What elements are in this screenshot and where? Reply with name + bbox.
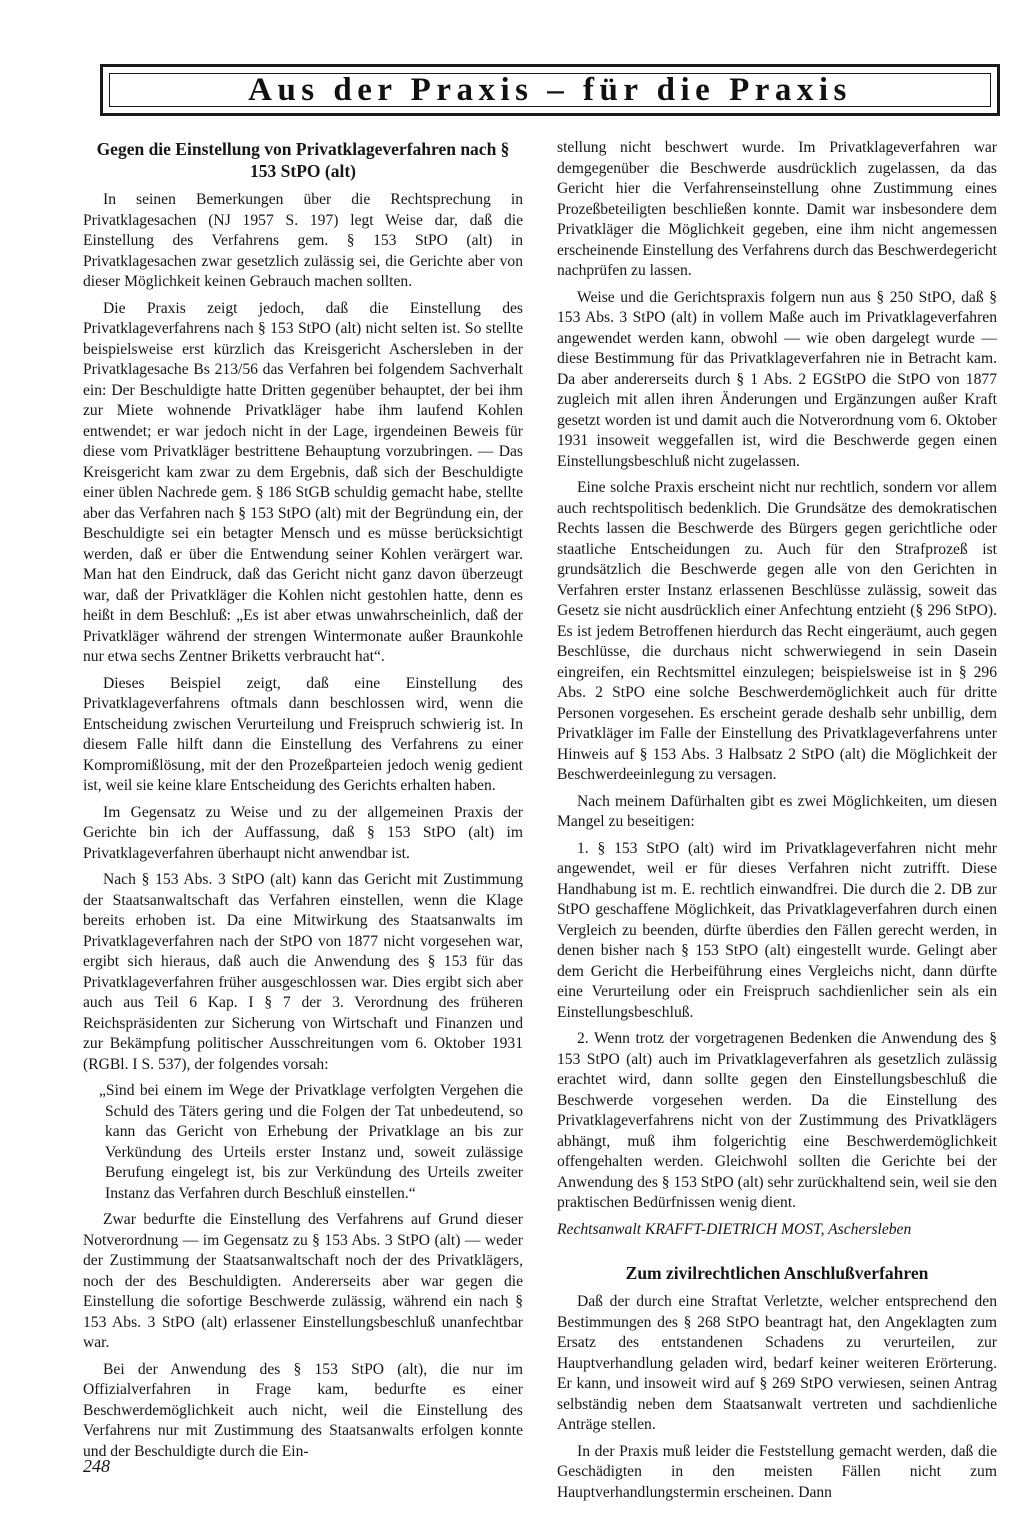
article-title: Gegen die Einstellung von Privatklageverfahren nach § 153 StPO (alt) [96,139,510,181]
paragraph: Weise und die Gerichtspraxis folgern nun aus § 250 StPO, daß § 153 Abs. 3 StPO (alt) in vollem Maße auch im Privatklageverfahren angewendet werden kann, obwohl — wie oben dargelegt wurde — diese Bestimmung für das Privatklageverfahren nie in Betracht kam. Da aber andererseits durch § 1 Abs. 2 EGStPO die StPO von 1877 zugleich mit allen ihren Änderungen und Ergänzungen außer Kraft gesetzt worden ist und damit auch die Notverordnung vom 6. Oktober 1931 insoweit weggefallen ist, wird die Beschwerde gegen einen Einstellungsbeschluß nicht zugelassen. [557,288,997,470]
section-header-inner-frame [109,73,991,107]
right-column [557,138,997,1509]
paragraph: Daß der durch eine Straftat Verletzte, welcher entsprechend den Bestimmungen des § 268 StPO beantragt hat, den Angeklagten zum Ersatz des entstandenen Schadens zu verurteilen, zur Hauptverhandlung geladen wird, bedarf keiner weiteren Erörterung. Er kann, und insoweit wird auf § 269 StPO verwiesen, seinen Antrag selbständig neben dem Staatsanwalt vertreten und sachdienliche Anträge stellen. [557,1293,997,1433]
paragraph: Im Gegensatz zu Weise und zu der allgemeinen Praxis der Gerichte bin ich der Auffassung, daß § 153 StPO (alt) im Privatklageverfahren überhaupt nicht anwendbar ist. [83,803,523,862]
paragraph: In der Praxis muß leider die Feststellung gemacht werden, daß die Geschädigten in den meisten Fällen nicht zum Hauptverhandlungstermin erscheinen. Dann [557,1442,997,1501]
paragraph: Eine solche Praxis erscheint nicht nur rechtlich, sondern vor allem auch rechtspolitisch bedenklich. Die Grundsätze des demokratischen Rechts lassen die Beschwerde des Bürgers gegen gerichtliche oder staatliche Entscheidungen zu. Auch für den Strafprozeß ist grundsätzlich die Beschwerde gegen alle von den Gerichten in Verfahren erster Instanz erlassenen Beschlüsse zulässig, soweit das Gesetz sie nicht ausdrücklich einer Anfechtung entzieht (§ 296 StPO). Es ist jedem Betroffenen hierdurch das Recht eingeräumt, auch gegen Beschlüsse, die durchaus nicht schwerwiegend in sein Dasein eingreifen, ein Rechtsmittel einzulegen; beispielsweise ist in § 296 Abs. 2 StPO eine solche Beschwerdemöglichkeit auch für dritte Personen vorgesehen. Es erscheint gerade deshalb sehr unbillig, dem Privatkläger im Falle der Einstellung des Privatklageverfahrens unter Hinweis auf § 153 Abs. 3 Halbsatz 2 StPO (alt) die Möglichkeit der Beschwerdeeinlegung zu versagen. [557,479,997,783]
page-number: 248 [83,1456,110,1476]
list-item: 1. § 153 StPO (alt) wird im Privatklageverfahren nicht mehr angewendet, weil er für dieses Verfahren nicht zutrifft. Diese Handhabung ist m. E. rechtlich einwandfrei. Die durch die 2. DB zur StPO geschaffene Möglichkeit, das Privatklageverfahren durch einen Vergleich zu beenden, dürfte überdies den Fällen gerecht werden, in denen bisher nach § 153 StPO (alt) eingestellt wurde. Gelingt aber dem Gericht die Herbeiführung eines Vergleichs nicht, dann dürfte eine Verurteilung oder ein Freispruch sachdienlicher sein als ein Einstellungsbeschluß. [557,839,997,1021]
list-item: 2. Wenn trotz der vorgetragenen Bedenken die Anwendung des § 153 StPO (alt) auch im Privatklageverfahren als gesetzlich zulässig erachtet wird, dann sollte gegen den Einstellungsbeschluß die Beschwerde vorgesehen werden. Da die Einstellung des Privatklageverfahrens nicht von der Zustimmung des Privatklägers abhängt, muß ihm folgerichtig eine Beschwerdemöglichkeit offengehalten werden. Gleichwohl sollten die Gerichte bei der Anwendung des § 153 StPO (alt) sehr zurückhaltend sein, weil sie den praktischen Bedürfnissen wenig dient. [557,1030,997,1211]
paragraph: Nach § 153 Abs. 3 StPO (alt) kann das Gericht mit Zustimmung der Staatsanwaltschaft das Verfahren einstellen, wenn die Klage bereits erhoben ist. Da eine Mitwirkung des Staatsanwalts im Privatklageverfahren nach der StPO von 1877 nicht vorgesehen war, ergibt sich hieraus, daß auch die Anwendung des § 153 für das Privatklageverfahren früher ausgeschlossen war. Dies ergibt sich aber auch aus Teil 6 Kap. I § 7 der 3. Verordnung des früheren Reichspräsidenten zur Sicherung von Wirtschaft und Finanzen und zur Bekämpfung politischer Ausschreitungen vom 6. Oktober 1931 (RGBl. I S. 537), der folgendes vorsah: [83,871,523,1073]
paragraph-continuation: stellung nicht beschwert wurde. Im Privatklageverfahren war demgegenüber die Beschwerde ausdrücklich zugelassen, da das Gericht hier die Verfahrenseinstellung ohne Zustimmung eines Prozeßbeteiligten beschließen konnte. Damit war insbesondere dem Privatkläger die Möglichkeit gegeben, eine ihm nicht angemessen erscheinende Einstellung des Verfahrens durch das Beschwerdegericht nachprüfen zu lassen. [557,139,997,279]
paragraph: Dieses Beispiel zeigt, daß eine Einstellung des Privatklageverfahrens oftmals dann beschlossen wird, wenn die Entscheidung zwischen Verurteilung und Freispruch schwierig ist. In diesem Falle hilft dann die Einstellung des Verfahrens zu einer Kompromißlösung, mit der den Prozeßparteien jedoch wenig gedient ist, weil sie keine klare Entscheidung des Gerichts erhalten haben. [83,674,523,794]
section-title: Aus der Praxis – für die Praxis [248,71,852,108]
paragraph: Die Praxis zeigt jedoch, daß die Einstellung des Privatklageverfahrens nach § 153 StPO (alt) nicht selten ist. So stellte beispielsweise erst kürzlich das Kreisgericht Aschersleben in der Privatklagesache Bs 213/56 das Verfahren bei folgendem Sachverhalt ein: Der Beschuldigte hatte Dritten gegenüber behauptet, der bei ihm zur Miete wohnende Privatkläger habe ihm laufend Kohlen entwendet; er war jedoch nicht in der Lage, irgendeinen Beweis für diese vom Privatkläger bestrittene Behauptung vorzubringen. — Das Kreisgericht kam zwar zu dem Ergebnis, daß sich der Beschuldigte einer üblen Nachrede gem. § 186 StGB schuldig gemacht habe, stellte aber das Verfahren nach § 153 StPO (alt) mit der Begründung ein, der Beschuldigte sei ein betagter Mensch und es müsse berücksichtigt werden, daß er über die Entwendung seiner Kohlen verärgert war. Man hat den Eindruck, daß das Gericht nicht ganz davon überzeugt war, daß der Privatkläger die Kohlen nicht gestohlen hatte, denn es heißt in dem Beschluß: „Es ist aber etwas unwahrscheinlich, daß der Privatkläger während der strengen Wintermonate außer Braunkohle nur etwa sechs Zentner Briketts verbraucht hat“. [83,299,523,665]
author-signature: Rechtsanwalt KRAFFT-DIETRICH MOST, Aschersleben [557,1220,912,1238]
left-column [83,138,523,1468]
paragraph: Zwar bedurfte die Einstellung des Verfahrens auf Grund dieser Notverordnung — im Gegensatz zu § 153 Abs. 3 StPO (alt) — weder der Zustimmung der Staatsanwaltschaft noch der des Privatklägers, noch der des Beschuldigten. Andererseits aber war gegen die Einstellung die sofortige Beschwerde zulässig, während ein nach § 153 Abs. 3 StPO (alt) erlassener Einstellungsbeschluß unanfechtbar war. [83,1211,523,1351]
paragraph: Nach meinem Dafürhalten gibt es zwei Möglichkeiten, um diesen Mangel zu beseitigen: [557,792,997,830]
paragraph: Bei der Anwendung des § 153 StPO (alt), die nur im Offizialverfahren in Frage kam, bedurfte es einer Beschwerdemöglichkeit auch nicht, weil die Einstellung des Verfahrens nur mit Zustimmung des Staatsanwalts erfolgen konnte und der Beschuldigte durch die Ein- [83,1360,523,1460]
section-header-box [100,64,1000,116]
block-quote: „Sind bei einem im Wege der Privatklage verfolgten Vergehen die Schuld des Täters gering und die Folgen der Tat unbedeutend, so kann das Gericht von Erhebung der Privatklage an bis zur Verkündung des Urteils erster Instanz und, soweit zulässige Berufung eingelegt ist, bis zur Verkündung des Urteils zweiter Instanz das Verfahren durch Beschluß einstellen.“ [99,1082,523,1202]
article-title-second: Zum zivilrechtlichen Anschlußverfahren [625,1263,929,1283]
paragraph: In seinen Bemerkungen über die Rechtsprechung in Privatklagesachen (NJ 1957 S. 197) legt Weise dar, daß die Einstellung des Verfahrens gem. § 153 StPO (alt) in Privatklagesachen zwar gesetzlich zulässig sei, die Gerichte aber von dieser Möglichkeit keinen Gebrauch machen sollten. [83,191,523,290]
